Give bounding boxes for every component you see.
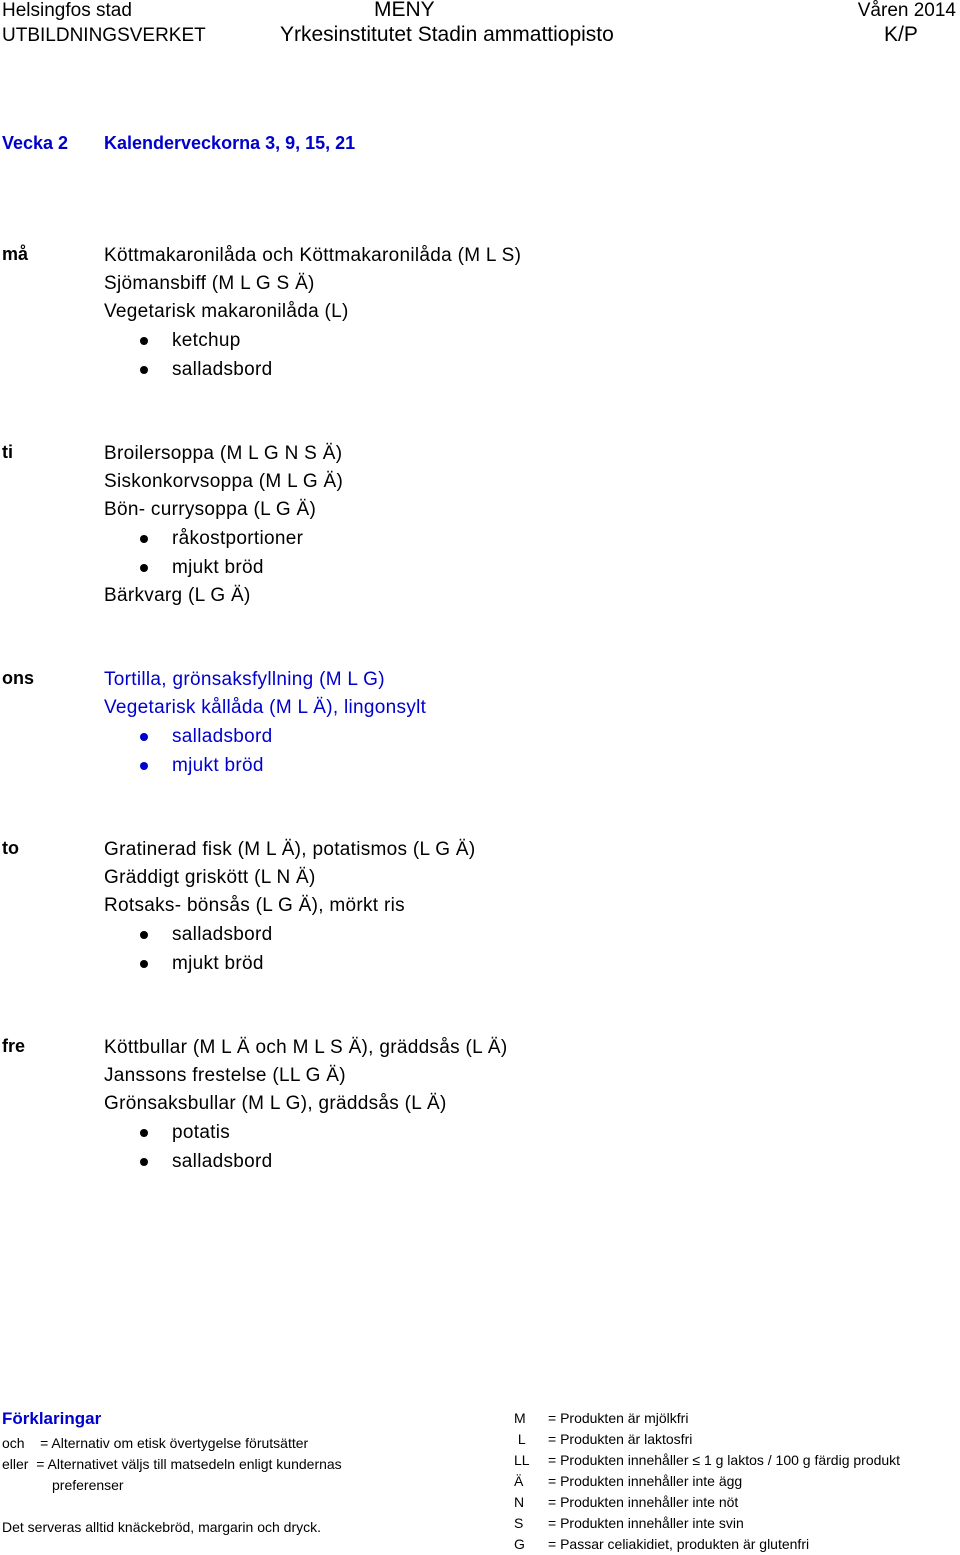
legend-code-key: LL bbox=[514, 1452, 530, 1468]
legend-code-key: M bbox=[514, 1410, 526, 1426]
menu-dish bbox=[104, 298, 521, 326]
menu-item-text: Gratinerad fisk (M L Ä), potatismos (L G Ä) bbox=[104, 839, 476, 860]
bullet-icon bbox=[140, 337, 148, 345]
menu-item-text: Janssons frestelse (LL G Ä) bbox=[104, 1065, 346, 1086]
bullet-icon bbox=[140, 1129, 148, 1137]
menu-item-text: ketchup bbox=[172, 330, 241, 351]
menu-item-text: mjukt bröd bbox=[172, 953, 264, 974]
day-label: ti bbox=[2, 442, 13, 462]
legend-code-row bbox=[514, 1408, 900, 1429]
menu-dish bbox=[104, 694, 426, 722]
menu-item-text: Rotsaks- bönsås (L G Ä), mörkt ris bbox=[104, 895, 405, 916]
menu-dish bbox=[104, 582, 343, 610]
legend-code-row bbox=[514, 1534, 900, 1555]
menu-item-text: mjukt bröd bbox=[172, 557, 264, 578]
bullet-icon bbox=[140, 733, 148, 741]
menu-side-item bbox=[104, 1147, 507, 1176]
legend-footer-note: Det serveras alltid knäckebröd, margarin och dryck. bbox=[2, 1519, 322, 1535]
legend-eller: eller = Alternativet väljs till matsedeln enligt kundernas bbox=[2, 1456, 342, 1472]
menu-item-text: Köttmakaronilåda och Köttmakaronilåda (M L S) bbox=[104, 245, 522, 266]
menu-dish bbox=[104, 496, 343, 524]
legend-code-key: Ä bbox=[514, 1473, 524, 1489]
legend-code-key: S bbox=[514, 1515, 524, 1531]
legend-code-desc: = Produkten innehåller ≤ 1 g laktos / 100 g färdig produkt bbox=[548, 1452, 901, 1468]
legend-code-desc: = Passar celiakidiet, produkten är glutenfri bbox=[548, 1536, 810, 1552]
menu-item-text: Siskonkorvsoppa (M L G Ä) bbox=[104, 471, 344, 492]
bullet-icon bbox=[140, 960, 148, 968]
legend-code-key: N bbox=[514, 1494, 525, 1510]
bullet-icon bbox=[140, 931, 148, 939]
legend-code-row bbox=[514, 1471, 900, 1492]
week-label: Vecka 2 bbox=[2, 133, 69, 153]
legend-code-row bbox=[514, 1429, 900, 1450]
menu-dish bbox=[104, 1034, 507, 1062]
menu-dish bbox=[104, 242, 521, 270]
day-label: fre bbox=[2, 1036, 26, 1056]
header-city: Helsingfos stad bbox=[2, 0, 132, 21]
legend-code-desc: = Produkten är laktosfri bbox=[548, 1431, 693, 1447]
menu-side-item bbox=[104, 920, 476, 949]
menu-dish bbox=[104, 270, 521, 298]
menu-side-item bbox=[104, 553, 343, 582]
legend-code-row bbox=[514, 1450, 900, 1471]
day-items bbox=[104, 836, 476, 978]
menu-item-text: Sjömansbiff (M L G S Ä) bbox=[104, 273, 315, 294]
menu-dish bbox=[104, 864, 476, 892]
legend-eller-cont: preferenser bbox=[52, 1477, 124, 1493]
menu-side-item bbox=[104, 751, 426, 780]
menu-dish bbox=[104, 1090, 507, 1118]
menu-side-item bbox=[104, 722, 426, 751]
menu-dish bbox=[104, 666, 426, 694]
day-label: to bbox=[2, 838, 19, 858]
header-title: MENY bbox=[374, 0, 435, 21]
day-items bbox=[104, 242, 521, 384]
bullet-icon bbox=[140, 762, 148, 770]
legend-code-desc: = Produkten innehåller inte ägg bbox=[548, 1473, 743, 1489]
menu-side-item bbox=[104, 355, 521, 384]
menu-item-text: Tortilla, grönsaksfyllning (M L G) bbox=[104, 669, 385, 690]
menu-item-text: Grönsaksbullar (M L G), gräddsås (L Ä) bbox=[104, 1093, 447, 1114]
bullet-icon bbox=[140, 1158, 148, 1166]
bullet-icon bbox=[140, 564, 148, 572]
menu-item-text: salladsbord bbox=[172, 726, 273, 747]
day-items bbox=[104, 666, 426, 780]
menu-dish bbox=[104, 1062, 507, 1090]
menu-item-text: Bärkvarg (L G Ä) bbox=[104, 585, 251, 606]
menu-side-item bbox=[104, 524, 343, 553]
bullet-icon bbox=[140, 535, 148, 543]
legend-code-desc: = Produkten innehåller inte nöt bbox=[548, 1494, 739, 1510]
legend-code-row bbox=[514, 1492, 900, 1513]
menu-item-text: Broilersoppa (M L G N S Ä) bbox=[104, 443, 343, 464]
menu-item-text: Bön- currysoppa (L G Ä) bbox=[104, 499, 317, 520]
menu-side-item bbox=[104, 949, 476, 978]
menu-item-text: Gräddigt griskött (L N Ä) bbox=[104, 867, 316, 888]
menu-dish bbox=[104, 892, 476, 920]
day-label: må bbox=[2, 244, 29, 264]
bullet-icon bbox=[140, 366, 148, 374]
header-institute: Yrkesinstitutet Stadin ammattiopisto bbox=[280, 23, 614, 46]
legend-title: Förklaringar bbox=[2, 1409, 102, 1428]
menu-item-text: salladsbord bbox=[172, 1151, 273, 1172]
menu-item-text: Vegetarisk makaronilåda (L) bbox=[104, 301, 349, 322]
menu-side-item bbox=[104, 1118, 507, 1147]
header-code: K/P bbox=[884, 23, 918, 46]
legend-code-key: G bbox=[514, 1536, 525, 1552]
menu-item-text: mjukt bröd bbox=[172, 755, 264, 776]
day-items bbox=[104, 1034, 507, 1176]
legend-code-desc: = Produkten innehåller inte svin bbox=[548, 1515, 744, 1531]
day-label: ons bbox=[2, 668, 35, 688]
day-items bbox=[104, 440, 343, 610]
menu-side-item bbox=[104, 326, 521, 355]
menu-item-text: salladsbord bbox=[172, 359, 273, 380]
menu-item-text: Köttbullar (M L Ä och M L S Ä), gräddsås (L Ä) bbox=[104, 1037, 508, 1058]
menu-item-text: råkostportioner bbox=[172, 528, 304, 549]
legend-codes bbox=[514, 1408, 900, 1555]
legend-code-row bbox=[514, 1513, 900, 1534]
header-department: UTBILDNINGSVERKET bbox=[2, 25, 206, 46]
menu-dish bbox=[104, 440, 343, 468]
header-season: Våren 2014 bbox=[857, 0, 956, 21]
menu-item-text: Vegetarisk kållåda (M L Ä), lingonsylt bbox=[104, 697, 427, 718]
legend-code-key: L bbox=[514, 1431, 526, 1447]
menu-item-text: salladsbord bbox=[172, 924, 273, 945]
legend-code-desc: = Produkten är mjölkfri bbox=[548, 1410, 689, 1426]
week-calendar: Kalenderveckorna 3, 9, 15, 21 bbox=[104, 133, 356, 153]
legend-och: och = Alternativ om etisk övertygelse förutsätter bbox=[2, 1435, 309, 1451]
menu-dish bbox=[104, 468, 343, 496]
menu-item-text: potatis bbox=[172, 1122, 231, 1143]
menu-dish bbox=[104, 836, 476, 864]
